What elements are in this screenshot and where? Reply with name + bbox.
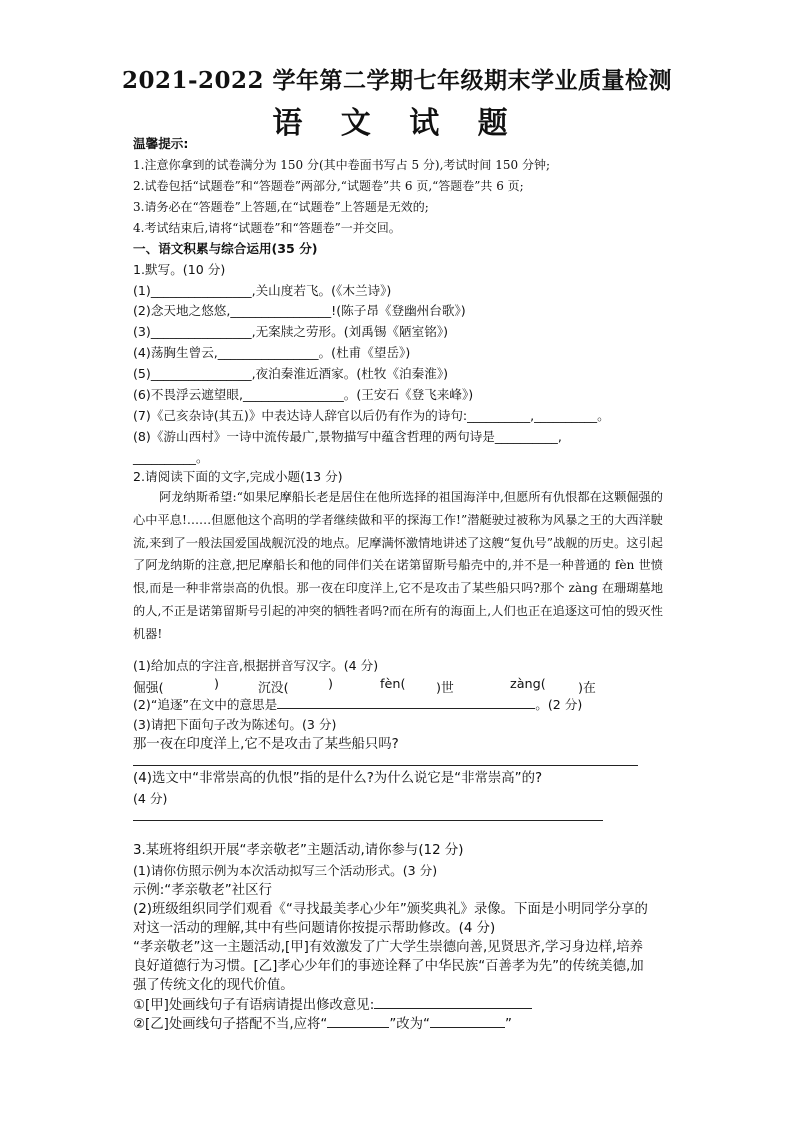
tip-item: 3.请务必在“答题卷”上答题,在“试题卷”上答题是无效的;: [133, 200, 429, 214]
recitation-line: (3)________________,无案牍之劳形。(刘禹锡《陋室铭》): [133, 324, 449, 339]
tip-item: 2.试卷包括“试题卷”和“答题卷”两部分,“试题卷”共 6 页,“答题卷”共 6 页;: [133, 179, 524, 193]
revision-item: [133, 1014, 512, 1034]
sub-question: (1)请你仿照示例为本次活动拟写三个活动形式。(3 分): [133, 863, 438, 878]
revision-text: ②[乙]处画线句子搭配不当,应将“: [133, 1017, 328, 1032]
recitation-line: (1)________________,关山度若飞。(《木兰诗》): [133, 283, 392, 298]
answer-blank: [430, 1014, 505, 1028]
pinyin-item: ): [214, 677, 219, 692]
question-3-title: 3.某班将组织开展“孝亲敬老”主题活动,请你参与(12 分): [133, 843, 464, 858]
section-heading: 一、语文积累与综合运用(35 分): [133, 241, 318, 256]
exam-title: 2021-2022 学年第二学期七年级期末学业质量检测: [121, 67, 673, 94]
sub-question: (2)班级组织同学们观看《“寻找最美孝心少年”颁奖典礼》录像。下面是小明同学分享的对这一活动的理解,其中有些问题请你按提示帮助修改。(4 分): [133, 902, 648, 936]
tip-item: 1.注意你拿到的试卷满分为 150 分(其中卷面书写占 5 分),考试时间 150 分钟;: [133, 158, 551, 172]
example-text: 示例:“孝亲敬老”社区行: [133, 883, 272, 898]
answer-blank: [327, 1014, 389, 1028]
pinyin-item: )在: [578, 681, 596, 696]
pinyin-item: 倔强(: [133, 681, 164, 696]
recitation-line: (2)念天地之悠悠,________________!(陈子昂《登幽州台歌》): [133, 303, 466, 318]
pinyin-item: zàng(: [510, 677, 546, 692]
pinyin-item: )世: [436, 681, 454, 696]
answer-blank: [277, 696, 535, 709]
recitation-line: (7)《己亥杂诗(其五)》中表达诗人辞官以后仍有作为的诗句:__________,__________。: [133, 408, 610, 423]
recitation-line: (6)不畏浮云遮望眼,________________。(王安石《登飞来峰》): [133, 387, 474, 402]
sub-question-score: 。(2 分): [535, 697, 583, 712]
recitation-line: (8)《游山西村》一诗中流传最广,景物描写中蕴含哲理的两句诗是__________,: [133, 429, 562, 444]
exam-subject-title: 语 文 试 题: [272, 106, 522, 141]
revision-text: ”: [505, 1017, 512, 1032]
revision-item: [133, 995, 532, 1015]
revision-text: ①[甲]处画线句子有语病请提出修改意见:: [133, 998, 375, 1013]
sentence-to-rewrite: 那一夜在印度洋上,它不是攻击了某些船只吗?: [133, 737, 399, 752]
sub-question: (4)选文中“非常崇高的仇恨”指的是什么?为什么说它是“非常崇高”的?: [133, 771, 543, 786]
sub-question: [133, 696, 582, 714]
answer-line: [133, 765, 638, 766]
pinyin-item: ): [328, 677, 333, 692]
student-quote: “孝亲敬老”这一主题活动,[甲]有效激发了广大学生崇德向善,见贤思齐,学习身边样,培养良好道德行为习惯。[乙]孝心少年们的事迹诠释了中华民族“百善孝为先”的传统美德,加强了传统文化的现代价值。: [133, 940, 644, 993]
sub-question-text: (2)“追逐”在文中的意思是: [133, 697, 278, 712]
pinyin-item: fèn(: [380, 677, 406, 692]
answer-line: [133, 820, 603, 821]
pinyin-item: 沉没(: [258, 681, 289, 696]
tips-heading: 温馨提示:: [133, 136, 189, 151]
reading-passage: 阿龙纳斯希望:“如果尼摩船长老是居住在他所选择的祖国海洋中,但愿所有仇恨都在这颗倔强的心中平息!……但愿他这个高明的学者继续做和平的探海工作!”潜艇驶过被称为风暴之王的大西洋駛流,来到了一般法国爱国战舰沉没的地点。尼摩满怀激情地讲述了这艘“复仇号”战舰的历史。这引起了阿龙纳斯的注意,把尼摩船长和他的同伴们关在诺第留斯号船壳中的,并不是一种普通的 fèn 世愤恨,而是一种非常崇高的仇恨。那一夜在印度洋上,它不是攻击了某些船只吗?那个 zàng 在珊瑚墓地的人,不正是诺第留斯号引起的冲突的牺牲者吗?而在所有的海面上,人们也正在追逐这可怕的毁灭性机器!: [133, 490, 663, 641]
question-1-title: 1.默写。(10 分): [133, 262, 226, 277]
recitation-line: __________。: [133, 450, 209, 465]
revision-text: ”改为“: [389, 1017, 430, 1032]
recitation-line: (4)荡胸生曾云,________________。(杜甫《望岳》): [133, 345, 411, 360]
sub-question-score: (4 分): [133, 791, 168, 806]
sub-question: (1)给加点的字注音,根据拼音写汉字。(4 分): [133, 658, 379, 673]
tip-item: 4.考试结束后,请将“试题卷”和“答题卷”一并交回。: [133, 221, 401, 235]
sub-question: (3)请把下面句子改为陈述句。(3 分): [133, 717, 337, 732]
recitation-line: (5)________________,夜泊秦淮近酒家。(杜牧《泊秦淮》): [133, 366, 449, 381]
answer-blank: [374, 995, 532, 1009]
question-2-title: 2.请阅读下面的文字,完成小题(13 分): [133, 469, 343, 484]
